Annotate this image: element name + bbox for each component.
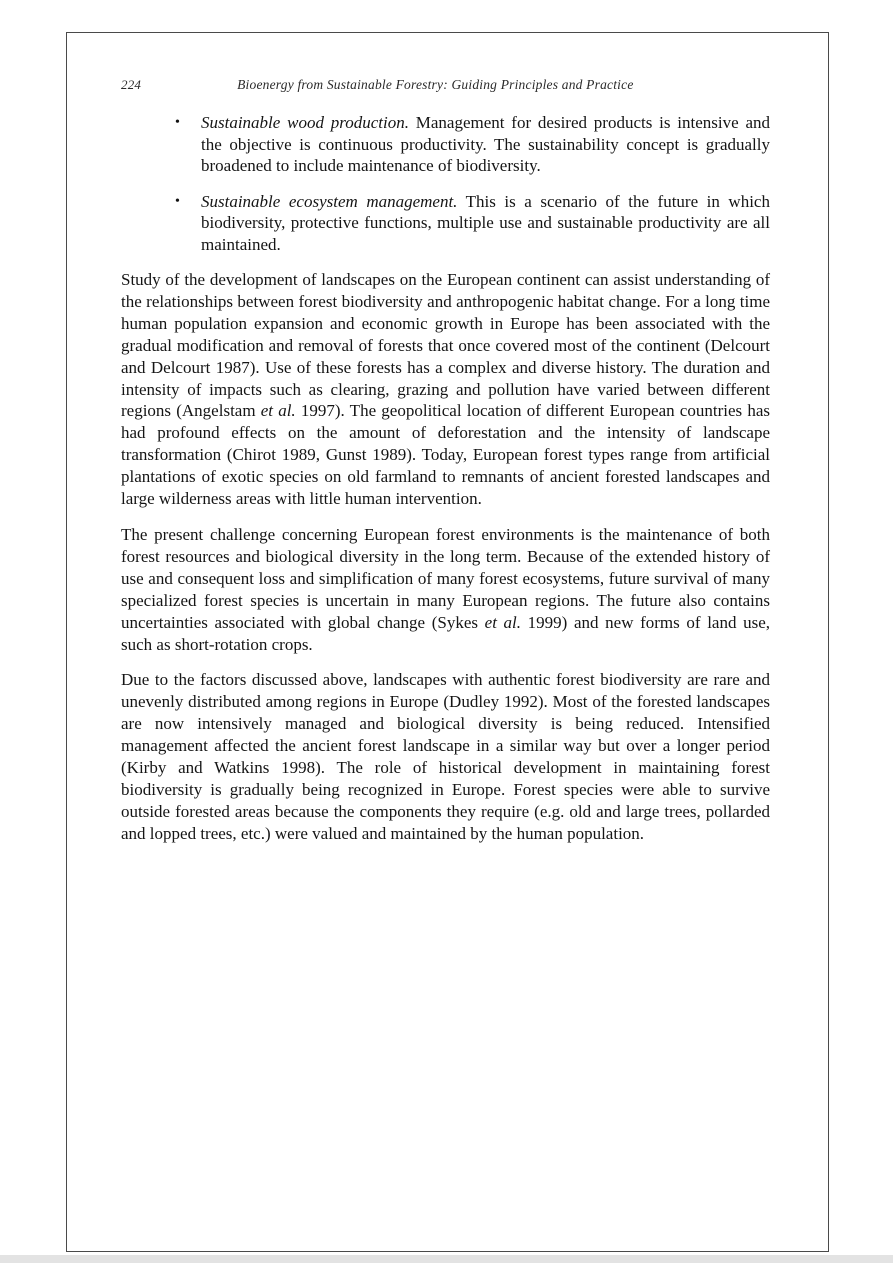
bullet-text (201, 191, 770, 256)
page-number: 224 (121, 77, 142, 92)
page-header (121, 77, 770, 93)
text-segment: 1997). The geopolitical location of different European countries has had profound effects on the amount of deforestation and the intensity of landscape transformation (Chirot 1989, Gunst 1989). Today, European forest types range from artificial plantations of exotic species on old farmland to remnants of ancient forested landscapes and large wilderness areas with little human intervention. (121, 401, 770, 509)
bullet-item-ecosystem-management (121, 191, 770, 256)
bullet-marker: • (175, 115, 180, 130)
text-segment: The present challenge concerning European forest environments is the maintenance of both forest resources and biological diversity in the long term. Because of the extended history of use and consequent loss and simplification of many forest ecosystems, future survival of many specialized forest species is uncertain in many European regions. The future also contains uncertainties associated with global change (Sykes (121, 524, 770, 632)
text-segment: et al. (484, 612, 522, 632)
bullet-item-wood-production (121, 112, 770, 177)
running-title: Bioenergy from Sustainable Forestry: Guiding Principles and Practice (237, 77, 634, 92)
text-segment: Study of the development of landscapes on the European continent can assist understanding of the relationships between forest biodiversity and anthropogenic habitat change. For a long time human population expansion and economic growth in Europe has been associated with the gradual modification and removal of forests that once covered most of the continent (Delcourt and Delcourt 1987). Use of these forests has a complex and diverse history. The duration and intensity of impacts such as clearing, grazing and pollution have varied between different regions (Angelstam (121, 270, 770, 421)
bullet-list (121, 112, 770, 255)
bullet-marker: • (175, 193, 180, 209)
text-segment: 1999) and new forms of land use, such as short-rotation crops. (121, 612, 771, 654)
paragraph-authentic-biodiversity (121, 669, 770, 844)
scan-edge-shadow (0, 1255, 893, 1263)
page-border-frame (66, 32, 829, 1252)
bullet-lead: Sustainable wood production. (201, 113, 409, 132)
bullet-body: This is a scenario of the future in which biodiversity, protective functions, multiple use and sustainable productivity are all maintained. (201, 191, 770, 254)
bullet-lead: Sustainable ecosystem management. (201, 191, 458, 211)
bullet-text (201, 112, 770, 177)
paragraph-landscape-development (121, 269, 770, 510)
text-segment: Due to the factors discussed above, landscapes with authentic forest biodiversity are rare and unevenly distributed among regions in Europe (Dudley 1992). Most of the forested landscapes are now intensively managed and biological diversity is being reduced. Intensified management affected the ancient forest landscape in a similar way but over a longer period (Kirby and Watkins 1998). The role of historical development in maintaining forest biodiversity is gradually being recognized in Europe. Forest species were able to survive outside forested areas because the components they require (e.g. old and large trees, pollarded and lopped trees, etc.) were valued and maintained by the human population. (121, 670, 770, 843)
paragraph-present-challenge (121, 524, 770, 655)
text-segment: et al. (260, 401, 296, 421)
bullet-body: Management for desired products is intensive and the objective is continuous productivity. The sustainability concept is gradually broadened to include maintenance of biodiversity. (201, 113, 770, 175)
